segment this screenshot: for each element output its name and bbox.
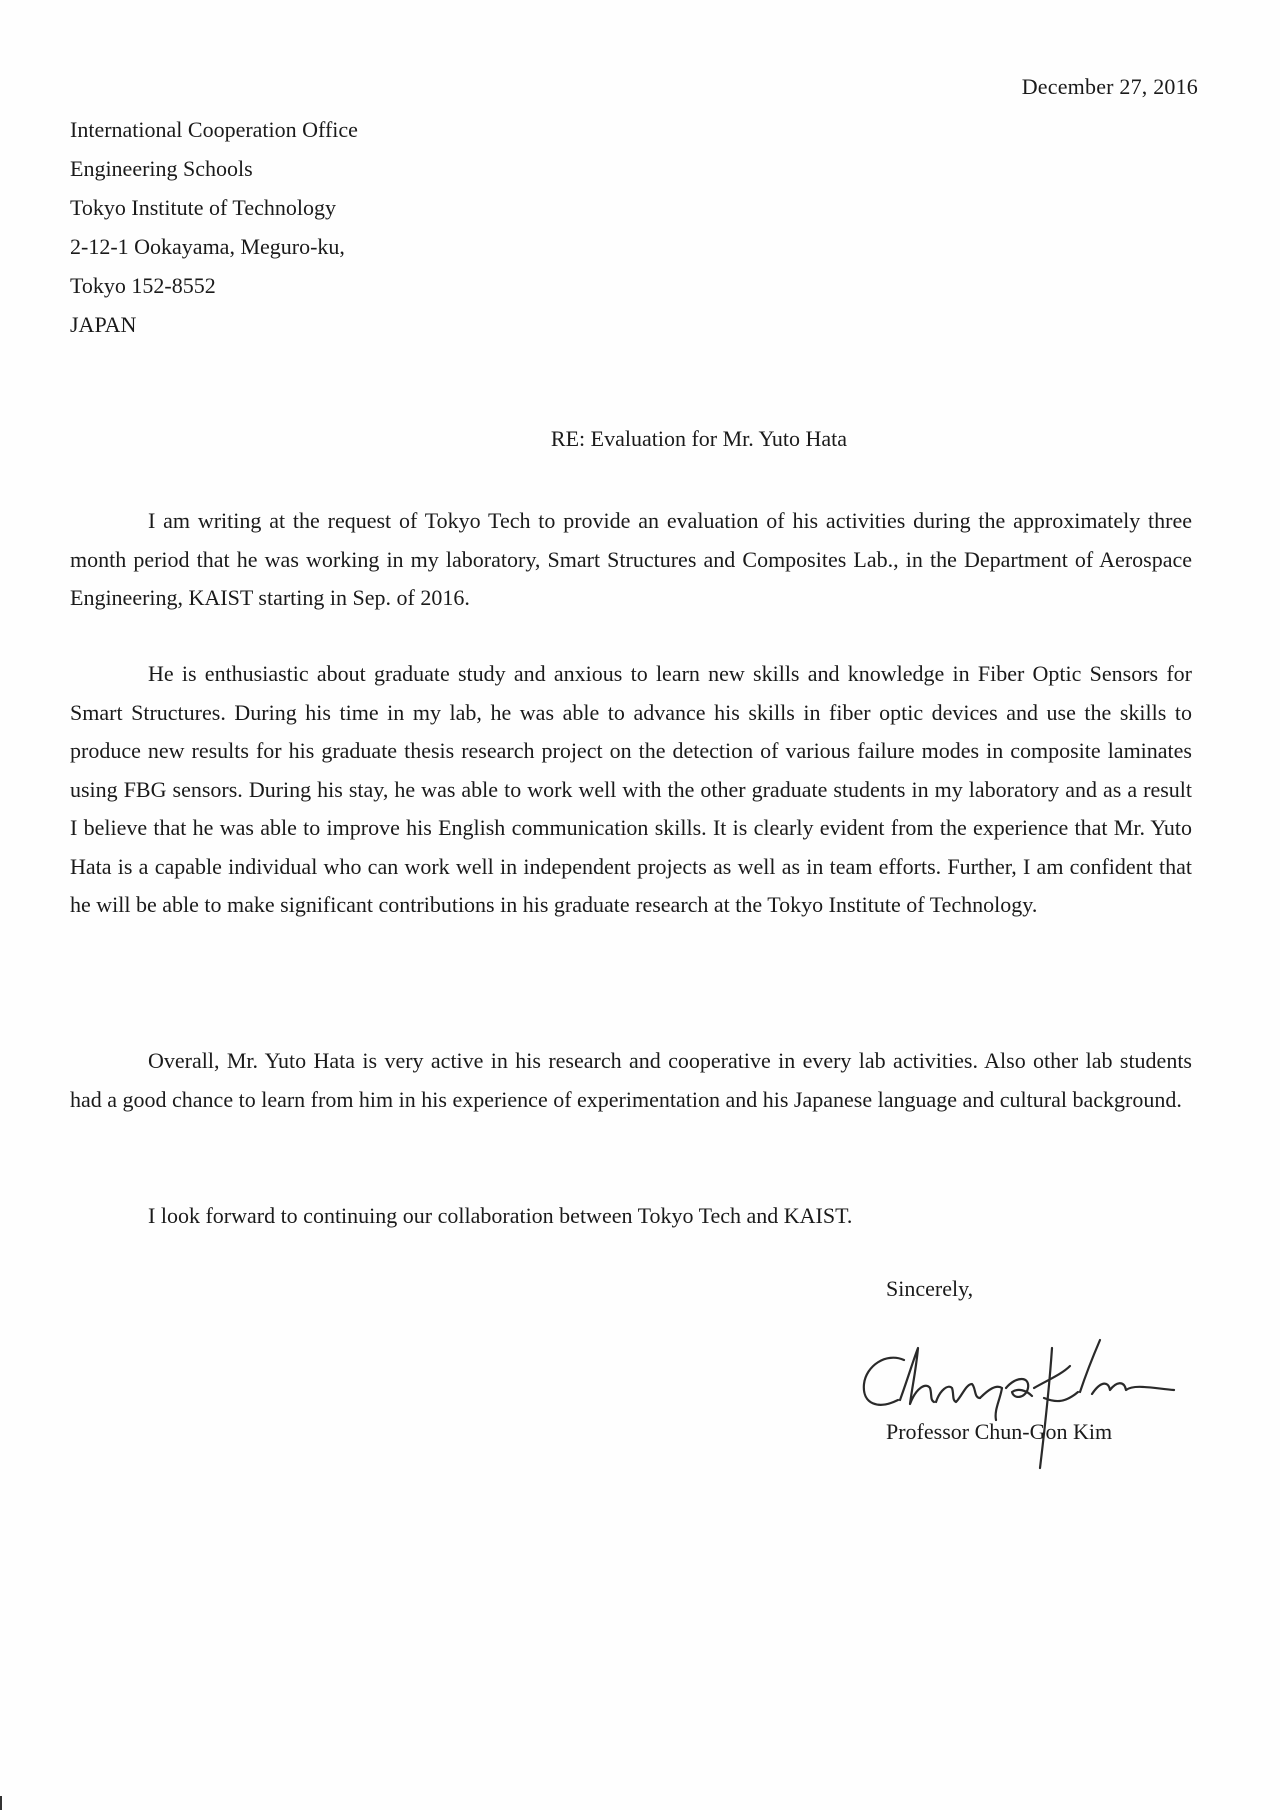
body-paragraph: I look forward to continuing our collaboration between Tokyo Tech and KAIST. <box>148 1203 853 1228</box>
closing-salutation: Sincerely, <box>886 1276 974 1301</box>
body-paragraph: I am writing at the request of Tokyo Tech to provide an evaluation of his activities during the approximately three month period that he was working in my laboratory, Smart Structures and Composites Lab., in the Department of Aerospace Engineering, KAIST starting in Sep. of 2016. <box>70 508 1192 610</box>
address-line: Tokyo 152-8552 <box>70 273 216 298</box>
letter-date: December 27, 2016 <box>1021 74 1198 99</box>
body-paragraph: Overall, Mr. Yuto Hata is very active in his research and cooperative in every lab activities. Also other lab students had a good chance to learn from him in his experience of experimentation and his Japanese language and cultural background. <box>70 1048 1192 1112</box>
address-line: Tokyo Institute of Technology <box>70 195 336 220</box>
subject-text: RE: Evaluation for Mr. Yuto Hata <box>550 426 848 451</box>
subject-line <box>0 426 1280 452</box>
handwritten-signature <box>856 1318 1216 1478</box>
body-paragraph: He is enthusiastic about graduate study and anxious to learn new skills and knowledge in Fiber Optic Sensors for Smart Structures. During his time in my lab, he was able to advance his skills in fiber optic devices and use the skills to produce new results for his graduate thesis research project on the detection of various failure modes in composite laminates using FBG sensors. During his stay, he was able to work well with the other graduate students in my laboratory and as a result I believe that he was able to improve his English communication skills. It is clearly evident from the experience that Mr. Yuto Hata is a capable individual who can work well in independent projects as well as in team efforts. Further, I am confident that he will be able to make significant contributions in his graduate research at the Tokyo Institute of Technology. <box>70 661 1192 917</box>
signer-name: Professor Chun-Gon Kim <box>886 1419 1113 1444</box>
address-line: JAPAN <box>70 312 137 337</box>
recipient-address <box>70 110 358 344</box>
scan-edge-mark <box>0 1796 2 1810</box>
address-line: International Cooperation Office <box>70 117 358 142</box>
address-line: Engineering Schools <box>70 156 253 181</box>
address-line: 2-12-1 Ookayama, Meguro-ku, <box>70 234 345 259</box>
